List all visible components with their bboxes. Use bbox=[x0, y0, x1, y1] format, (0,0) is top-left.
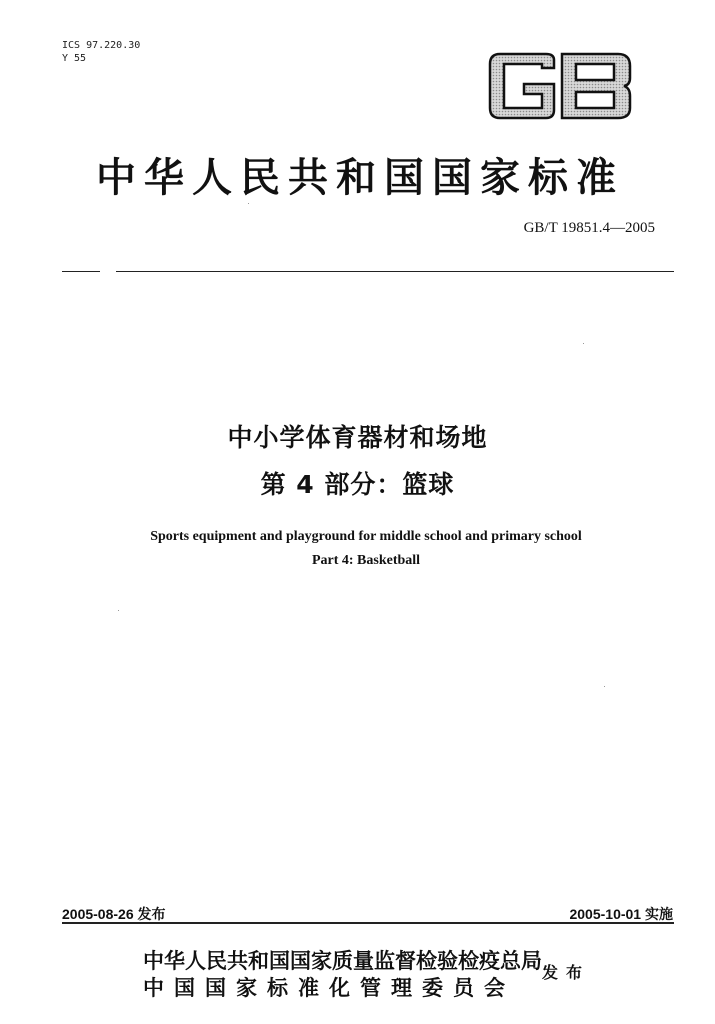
scan-speck bbox=[248, 203, 249, 204]
issuer-sac: 中国国家标准化管理委员会 bbox=[143, 975, 515, 1000]
publish-date: 2005-08-26 发布 bbox=[62, 906, 166, 922]
english-title-line2: Part 4: Basketball bbox=[311, 553, 421, 568]
ics-code: ICS 97.220.30 bbox=[62, 40, 141, 51]
header-divider bbox=[62, 271, 674, 272]
implement-date: 2005-10-01 实施 bbox=[569, 906, 673, 922]
chinese-title-line2: 第 4 部分：篮球 bbox=[260, 470, 455, 499]
gb-logo bbox=[486, 50, 634, 122]
national-standard-title: 中华人民共和国国家标准 bbox=[96, 154, 624, 201]
issuer-aqsiq: 中华人民共和国国家质量监督检验检疫总局 bbox=[143, 948, 542, 973]
issue-label: 发布 bbox=[542, 963, 591, 982]
english-title-line1: Sports equipment and playground for middle school and primary school bbox=[150, 529, 582, 544]
footer-divider bbox=[62, 922, 674, 924]
scan-speck bbox=[583, 343, 584, 344]
scan-speck bbox=[118, 610, 119, 611]
header-divider-gap bbox=[100, 269, 116, 273]
ccs-code: Y 55 bbox=[62, 53, 87, 64]
chinese-title-line1: 中小学体育器材和场地 bbox=[227, 423, 488, 452]
scan-speck bbox=[604, 686, 605, 687]
standard-number: GB/T 19851.4—2005 bbox=[523, 220, 655, 236]
